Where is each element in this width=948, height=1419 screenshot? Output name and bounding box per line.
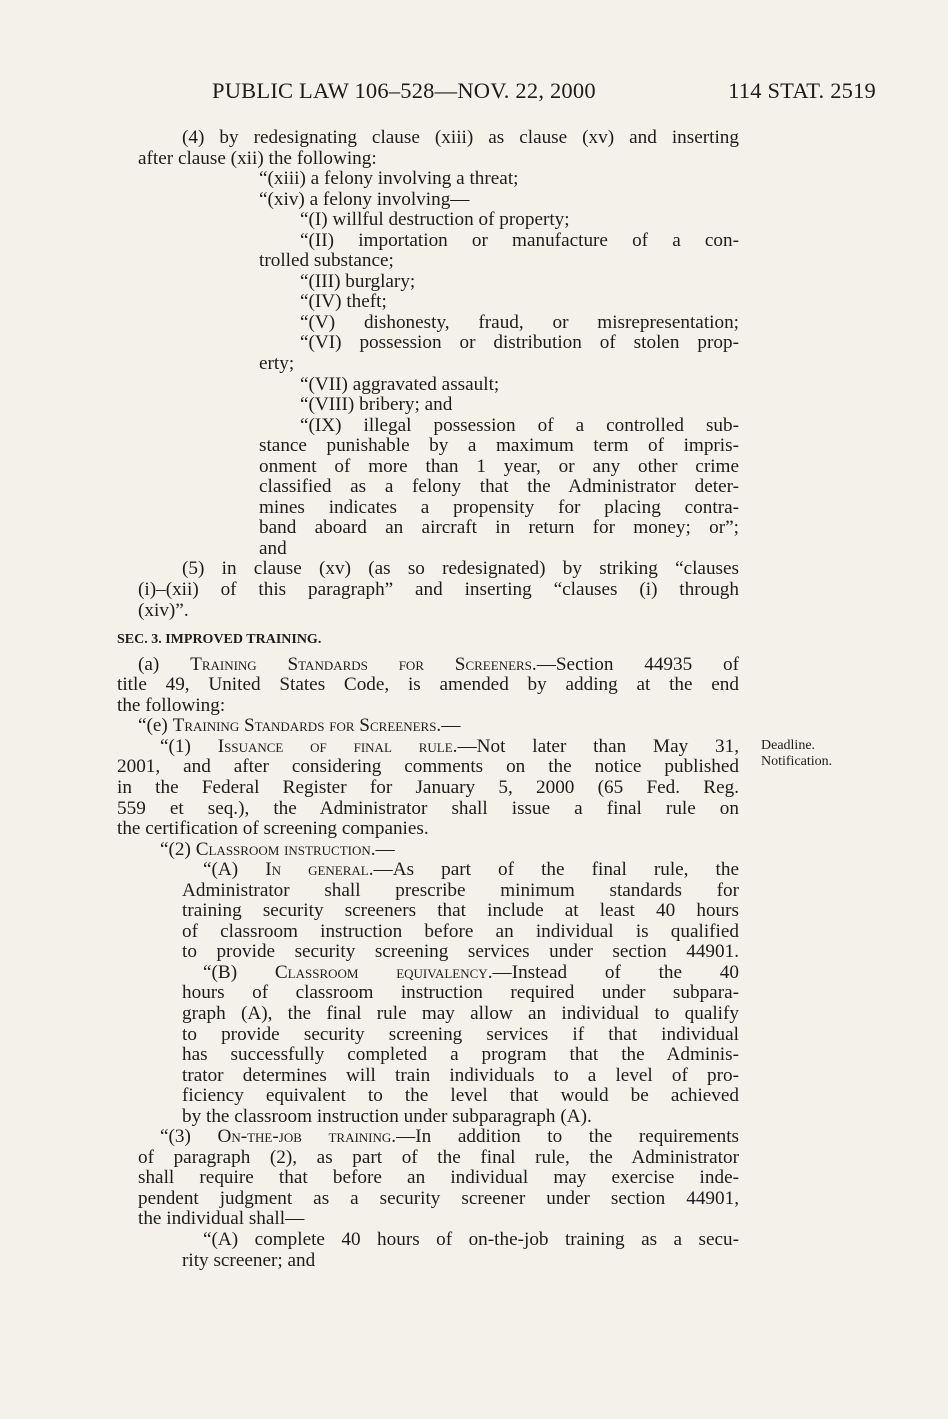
line-text: and	[259, 537, 287, 559]
text-line	[138, 1209, 739, 1230]
text-line	[138, 580, 739, 601]
small-caps-heading: Training Standards for Screeners.	[172, 715, 442, 737]
amendment-text-block	[117, 128, 739, 621]
line-text: stance punishable by a maximum term of impris-	[259, 435, 739, 457]
line-text: (4) by redesignating clause (xiii) as clause (xv) and inserting	[182, 127, 739, 148]
text-line	[117, 696, 739, 717]
text-line	[182, 881, 739, 902]
line-lead: “(e)	[138, 715, 173, 737]
line-text: has successfully completed a program that the Adminis-	[182, 1044, 739, 1066]
text-line	[160, 840, 739, 861]
text-line	[300, 272, 739, 293]
text-line	[182, 559, 739, 580]
line-text: hours of classroom instruction required under subpara-	[182, 982, 739, 1004]
text-line	[117, 799, 739, 820]
text-line	[300, 395, 739, 416]
text-line	[117, 778, 739, 799]
text-line	[259, 190, 739, 211]
small-caps-heading: Issuance of final rule.	[217, 735, 458, 757]
text-line	[259, 436, 739, 457]
text-line	[300, 313, 739, 334]
text-line	[259, 457, 739, 478]
line-text: mines indicates a propensity for placing contra-	[259, 496, 739, 518]
text-line	[203, 963, 739, 984]
text-line	[300, 292, 739, 313]
text-line	[138, 149, 739, 170]
text-line	[259, 498, 739, 519]
line-text: the individual shall—	[138, 1208, 305, 1230]
text-line	[259, 169, 739, 190]
line-text: “(VIII) bribery; and	[300, 394, 453, 416]
line-text: —	[375, 838, 395, 860]
text-line	[138, 1168, 739, 1189]
line-text: after clause (xii) the following:	[138, 147, 377, 169]
line-text: graph (A), the final rule may allow an individual to qualify	[182, 1002, 739, 1024]
line-text: to provide security screening services if that individual	[182, 1023, 739, 1045]
text-line	[182, 1045, 739, 1066]
line-text: 2001, and after considering comments on the notice published	[117, 756, 739, 778]
line-text: the following:	[117, 694, 226, 716]
small-caps-heading: Classroom instruction.	[195, 838, 376, 860]
line-text: (5) in clause (xv) (as so redesignated) by striking “clauses	[182, 558, 739, 580]
line-text: “(VII) aggravated assault;	[300, 373, 500, 395]
small-caps-heading: Training Standards for Screeners.	[190, 653, 537, 675]
text-line	[138, 601, 739, 622]
line-text: training security screeners that include at least 40 hours	[182, 900, 739, 922]
text-line	[138, 1189, 739, 1210]
line-text: —Not later than May 31,	[457, 735, 739, 757]
line-text: —Instead of the 40	[492, 961, 739, 983]
line-text: Administrator shall prescribe minimum standards for	[182, 879, 739, 901]
line-text: “(II) importation or manufacture of a con-	[300, 229, 739, 251]
line-text: classified as a felony that the Administrator deter-	[259, 476, 739, 498]
line-text: in the Federal Register for January 5, 2000 (65 Fed. Reg.	[117, 776, 739, 798]
line-text: trator determines will train individuals to a level of pro-	[182, 1064, 739, 1086]
line-text: onment of more than 1 year, or any other crime	[259, 455, 739, 477]
text-line	[117, 675, 739, 696]
line-text: “(V) dishonesty, fraud, or misrepresentation;	[300, 311, 739, 333]
text-line	[300, 416, 739, 437]
small-caps-heading: In general.	[265, 859, 374, 881]
line-text: shall require that before an individual may exercise inde-	[138, 1167, 739, 1189]
text-line	[259, 518, 739, 539]
text-line	[182, 922, 739, 943]
line-lead: “(1)	[160, 735, 218, 757]
small-caps-heading: Classroom equivalency.	[274, 961, 493, 983]
margin-note-item: Notification.	[761, 754, 833, 769]
text-line	[182, 1107, 739, 1128]
line-text: of classroom instruction before an individual is qualified	[182, 920, 739, 942]
text-line	[300, 210, 739, 231]
line-text: —Section 44935 of	[536, 653, 739, 675]
line-text: the certification of screening companies.	[117, 818, 429, 840]
line-text: pendent judgment as a security screener under section 44901,	[138, 1187, 739, 1209]
text-line	[182, 1066, 739, 1087]
section-heading: SEC. 3. IMPROVED TRAINING.	[117, 632, 322, 648]
text-line	[259, 251, 739, 272]
line-text: ficiency equivalent to the level that would be achieved	[182, 1085, 739, 1107]
statute-page-number: 114 STAT. 2519	[728, 78, 876, 103]
line-text: erty;	[259, 353, 295, 375]
text-line	[182, 1251, 739, 1272]
text-line	[182, 1086, 739, 1107]
text-line	[182, 983, 739, 1004]
line-lead: “(B)	[203, 961, 275, 983]
text-line	[117, 757, 739, 778]
margin-note-item: Deadline.	[761, 738, 816, 753]
line-lead: “(2)	[160, 838, 196, 860]
text-line	[300, 375, 739, 396]
line-text: 559 et seq.), the Administrator shall issue a final rule on	[117, 797, 739, 819]
text-line	[138, 716, 739, 737]
text-line	[160, 1127, 739, 1148]
line-text: by the classroom instruction under subparagraph (A).	[182, 1105, 592, 1127]
small-caps-heading: On-the-job training.	[217, 1126, 397, 1148]
text-line	[160, 737, 739, 758]
text-line	[203, 860, 739, 881]
line-text: “(III) burglary;	[300, 270, 416, 292]
line-lead: “(3)	[160, 1126, 218, 1148]
line-text: “(IX) illegal possession of a controlled sub-	[300, 414, 739, 436]
public-law-citation: PUBLIC LAW 106–528—NOV. 22, 2000	[212, 78, 596, 103]
text-line	[203, 1230, 739, 1251]
text-line	[300, 231, 739, 252]
line-text: —In addition to the requirements	[396, 1126, 739, 1148]
line-lead: (a)	[138, 653, 191, 675]
text-line	[182, 901, 739, 922]
line-text: “(A) complete 40 hours of on-the-job training as a secu-	[203, 1228, 739, 1250]
text-line	[182, 1025, 739, 1046]
text-line	[182, 128, 739, 149]
margin-notes	[761, 738, 832, 770]
line-text: of paragraph (2), as part of the final rule, the Administrator	[138, 1146, 739, 1168]
line-text: “(I) willful destruction of property;	[300, 209, 570, 231]
line-text: to provide security screening services under section 44901.	[182, 941, 739, 963]
line-text: “(xiii) a felony involving a threat;	[259, 168, 519, 190]
line-text: (i)–(xii) of this paragraph” and inserting “clauses (i) through	[138, 579, 739, 601]
line-text: trolled substance;	[259, 250, 394, 272]
line-text: “(IV) theft;	[300, 291, 387, 313]
line-lead: “(A)	[203, 859, 266, 881]
text-line	[182, 942, 739, 963]
text-line	[300, 333, 739, 354]
line-text: title 49, United States Code, is amended by adding at the end	[117, 674, 739, 696]
text-line	[182, 1004, 739, 1025]
text-line	[117, 819, 739, 840]
line-text: —	[441, 715, 461, 737]
section-text-block	[117, 655, 739, 1271]
line-text: “(xiv) a felony involving—	[259, 188, 470, 210]
document-body	[117, 128, 739, 1271]
line-text: “(VI) possession or distribution of stolen prop-	[300, 332, 739, 354]
text-line	[259, 477, 739, 498]
text-line	[138, 655, 739, 676]
line-text: rity screener; and	[182, 1249, 316, 1271]
line-text: (xiv)”.	[138, 599, 189, 621]
line-text: —As part of the final rule, the	[373, 859, 739, 881]
text-line	[259, 539, 739, 560]
text-line	[259, 354, 739, 375]
line-text: band aboard an aircraft in return for money; or”;	[259, 517, 739, 539]
text-line	[138, 1148, 739, 1169]
page-header	[212, 78, 876, 112]
